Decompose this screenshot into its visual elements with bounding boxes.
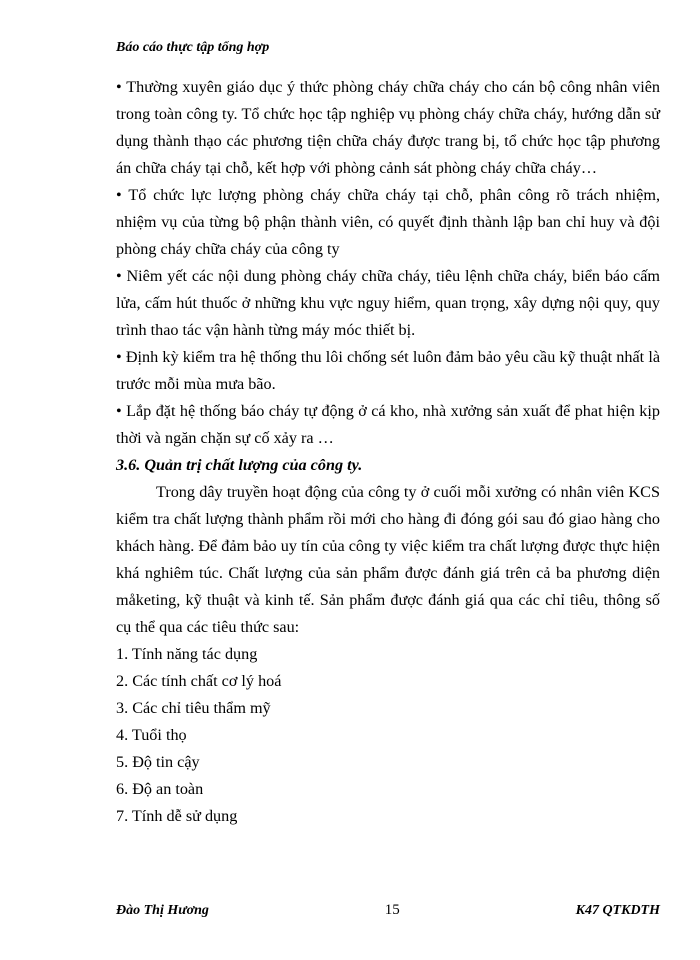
criteria-list bbox=[116, 641, 660, 830]
section-paragraph: Trong dây truyền hoạt động của công ty ở cuối mỗi xưởng có nhân viên KCS kiểm tra chất lượng thành phẩm rồi mới cho hàng đi đóng gói sau đó giao hàng cho khách hàng. Để đảm bảo uy tín của công ty việc kiểm tra chất lượng được thực hiện khá nghiêm túc. Chất lượng của sản phẩm được đánh giá trên cả ba phương diện måketing, kỹ thuật và kinh tế. Sản phẩm được đánh giá qua các chỉ tiêu, thông số cụ thể qua các tiêu thức sau: bbox=[116, 483, 660, 636]
list-item: 2. Các tính chất cơ lý hoá bbox=[116, 672, 282, 690]
list-item: 1. Tính năng tác dụng bbox=[116, 645, 258, 663]
page-header: Báo cáo thực tập tổng hợp bbox=[116, 40, 270, 55]
section-heading: 3.6. Quản trị chất lượng của công ty. bbox=[116, 456, 363, 474]
list-item: 4. Tuổi thọ bbox=[116, 726, 187, 744]
list-item: 5. Độ tin cậy bbox=[116, 753, 200, 771]
list-item: 7. Tính dễ sử dụng bbox=[116, 807, 238, 825]
bullet-item: • Định kỳ kiểm tra hệ thống thu lôi chống sét luôn đảm bảo yêu cầu kỹ thuật nhất là trước mỗi mùa mưa bão. bbox=[116, 344, 660, 398]
list-item: 6. Độ an toàn bbox=[116, 780, 204, 798]
list-item: 3. Các chỉ tiêu thẩm mỹ bbox=[116, 699, 271, 717]
bullet-item: • Niêm yết các nội dung phòng cháy chữa cháy, tiêu lệnh chữa cháy, biển báo cấm lửa, cấm hút thuốc ở những khu vực nguy hiểm, quan trọng, xây dựng nội quy, quy trình thao tác vận hành từng máy móc thiết bị. bbox=[116, 263, 660, 344]
footer-author: Đào Thị Hương bbox=[116, 902, 209, 918]
page-footer bbox=[116, 902, 660, 919]
footer-class-code: K47 QTKDTH bbox=[575, 902, 660, 918]
document-body bbox=[116, 74, 660, 830]
bullet-item: • Lắp đặt hệ thống báo cháy tự động ở cá kho, nhà xưởng sản xuất để phat hiện kịp thời và ngăn chặn sự cố xảy ra … bbox=[116, 398, 660, 452]
bullet-item: • Tổ chức lực lượng phòng cháy chữa cháy tại chỗ, phân công rõ trách nhiệm, nhiệm vụ của từng bộ phận thành viên, có quyết định thành lập ban chỉ huy và đội phòng cháy chữa cháy của công ty bbox=[116, 182, 660, 263]
page-number: 15 bbox=[384, 902, 400, 918]
bullet-item: • Thường xuyên giáo dục ý thức phòng cháy chữa cháy cho cán bộ công nhân viên trong toàn công ty. Tổ chức học tập nghiệp vụ phòng cháy chữa cháy, hướng dẫn sử dụng thành thạo các phương tiện chữa cháy được trang bị, tổ chức học tập phương án chữa cháy tại chỗ, kết hợp với phòng cảnh sát phòng cháy chữa cháy… bbox=[116, 74, 660, 182]
